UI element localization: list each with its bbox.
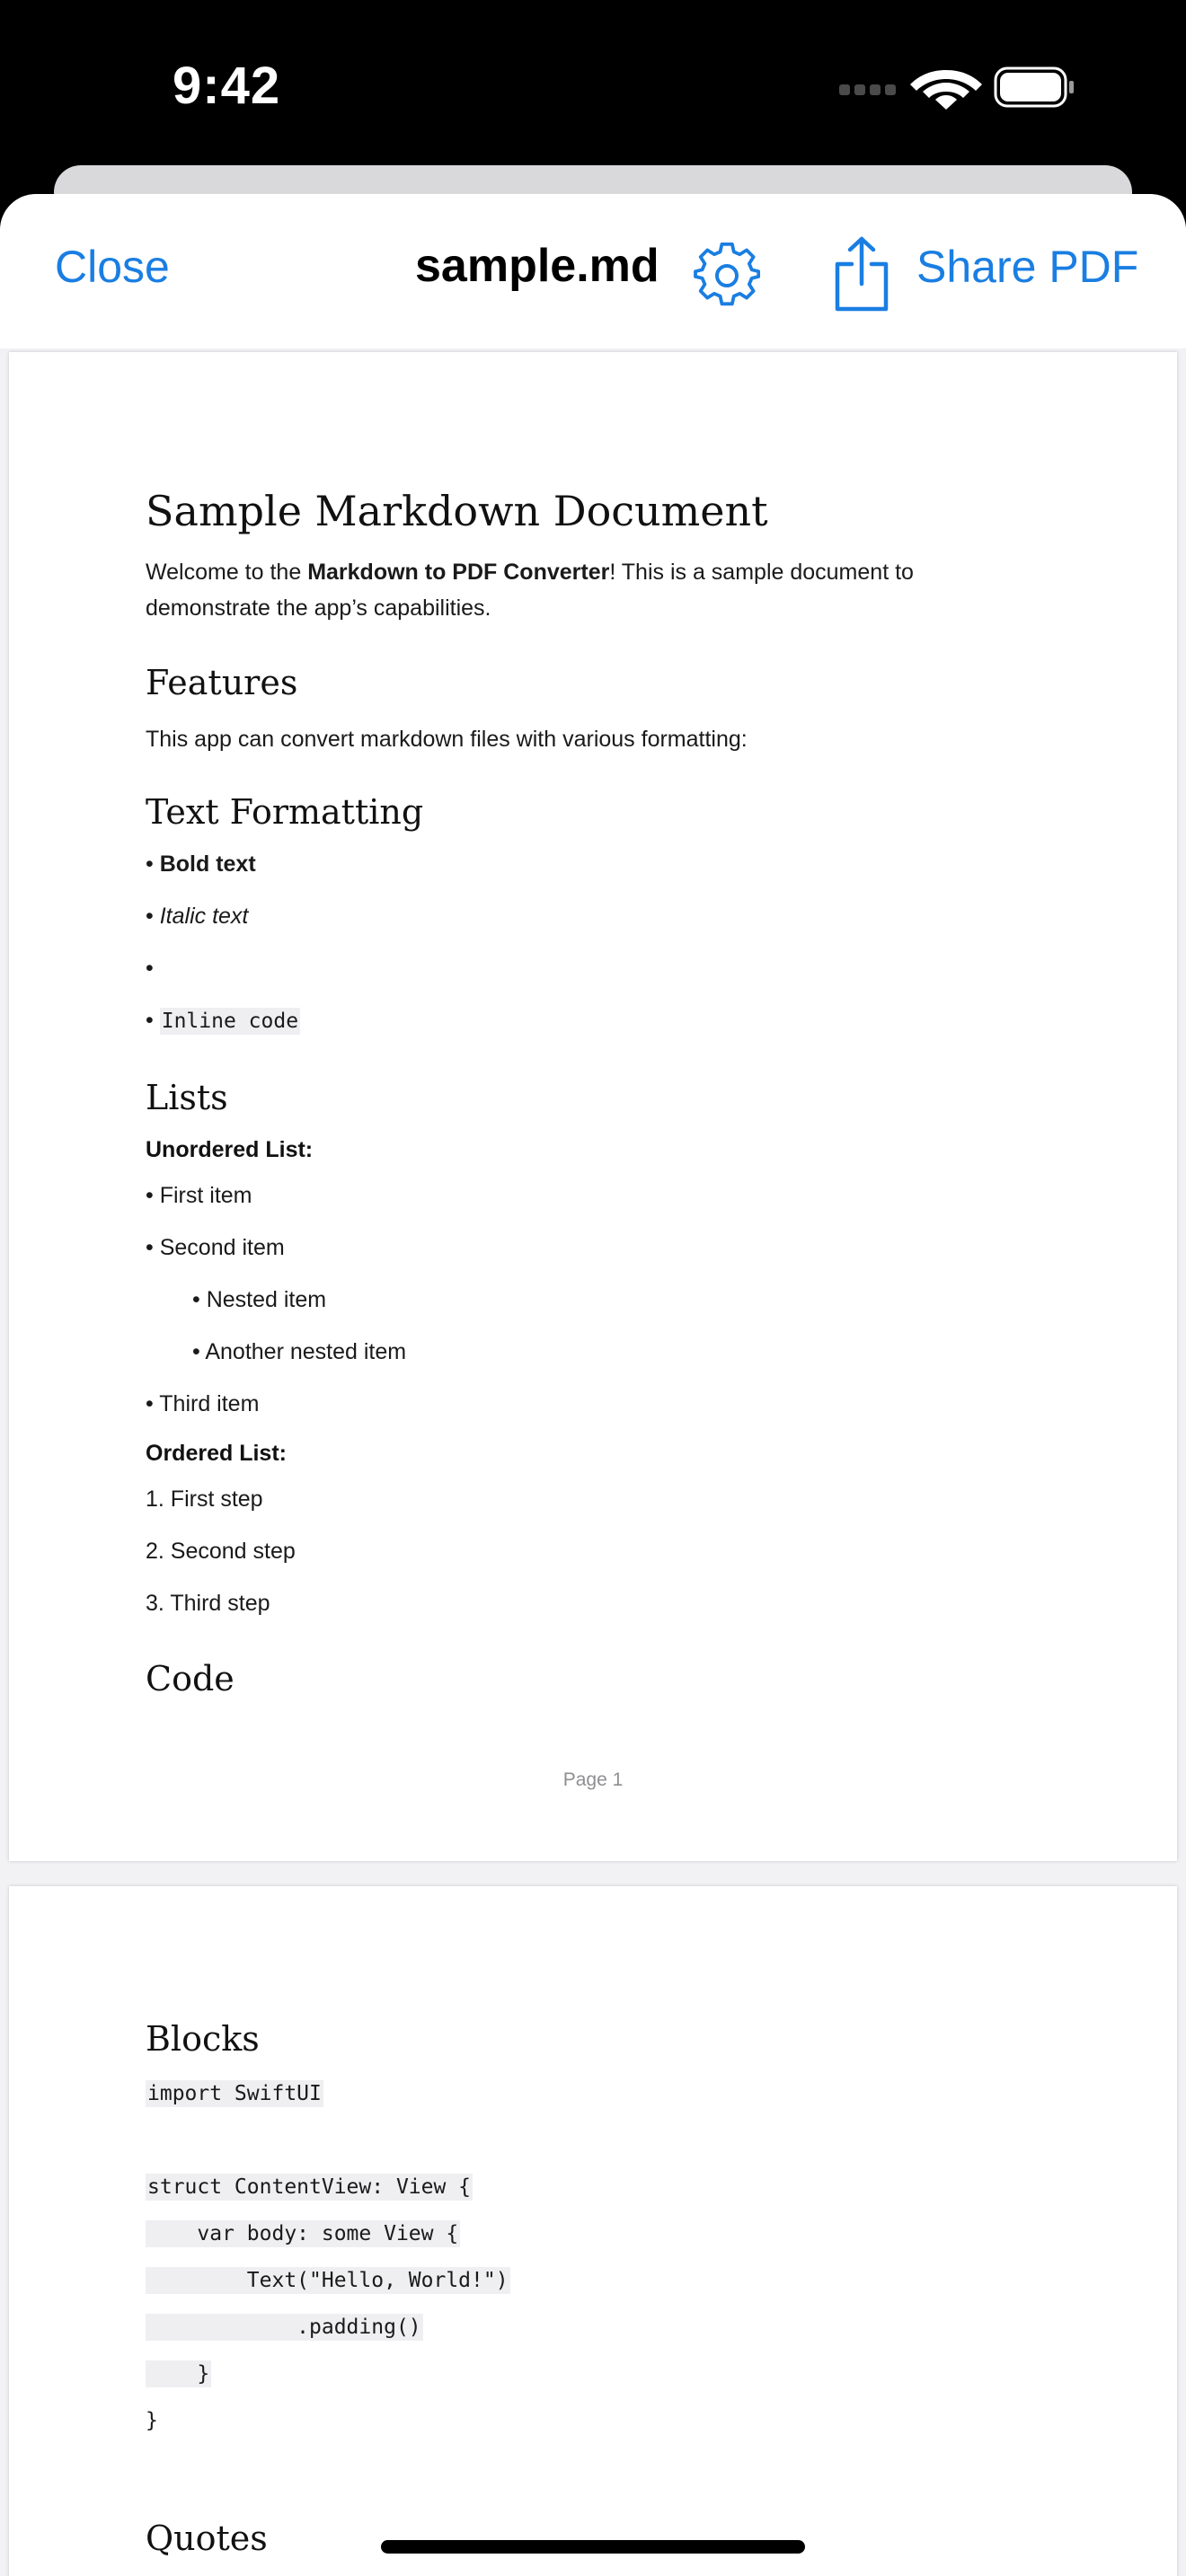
pdf-preview-sheet xyxy=(0,194,1186,2576)
code-line-text: } xyxy=(146,2409,158,2432)
intro-line-2: demonstrate the app’s capabilities. xyxy=(146,595,491,621)
bullet: • xyxy=(146,956,154,981)
code-line-text: var body: some View { xyxy=(147,2222,459,2245)
pdf-page-2 xyxy=(9,1886,1177,2576)
bullet: • xyxy=(146,904,154,929)
code-line xyxy=(146,2082,323,2105)
code-line xyxy=(146,2409,158,2432)
share-pdf-button[interactable]: Share PDF xyxy=(916,242,1139,292)
list-item xyxy=(146,1391,259,1417)
battery-icon xyxy=(996,68,1074,106)
bullet: • xyxy=(146,1391,154,1416)
italic-text-item: Italic text xyxy=(159,904,249,929)
intro-suffix: ! This is a sample document to xyxy=(609,560,914,585)
code-line xyxy=(146,2316,423,2339)
unordered-list-label: Unordered List: xyxy=(146,1137,314,1162)
ordered-list-label: Ordered List: xyxy=(146,1441,287,1466)
code-line xyxy=(146,2222,460,2245)
intro-line-1 xyxy=(146,554,914,590)
home-indicator[interactable] xyxy=(381,2540,805,2554)
code-line-text: Text("Hello, World!") xyxy=(147,2269,509,2292)
features-heading: Features xyxy=(146,663,298,702)
code-line-text: .padding() xyxy=(147,2316,421,2339)
nested-list-item xyxy=(192,1287,326,1313)
status-time: 9:42 xyxy=(173,57,281,115)
list-item xyxy=(146,1235,285,1261)
list-item xyxy=(146,1183,252,1209)
text-formatting-heading: Text Formatting xyxy=(146,792,424,832)
quotes-heading: Quotes xyxy=(146,2519,268,2558)
code-heading: Code xyxy=(146,1659,235,1698)
list-item xyxy=(146,956,154,982)
lists-heading: Lists xyxy=(146,1078,228,1117)
intro-prefix: Welcome to the xyxy=(146,560,308,585)
pdf-page-1 xyxy=(9,352,1177,1861)
list-item-text: First item xyxy=(159,1183,252,1208)
status-bar xyxy=(0,0,1186,166)
ordered-list-item: 3. Third step xyxy=(146,1591,270,1616)
list-item xyxy=(146,1008,300,1034)
list-item xyxy=(146,851,256,878)
list-item-text: Third item xyxy=(159,1391,260,1416)
bold-text-item: Bold text xyxy=(159,851,256,877)
list-item-text: Another nested item xyxy=(205,1339,407,1364)
list-item-text: Nested item xyxy=(206,1287,327,1312)
bullet: • xyxy=(192,1287,200,1312)
bullet: • xyxy=(192,1339,200,1364)
wifi-icon xyxy=(910,70,982,110)
code-line-text: struct ContentView: View { xyxy=(147,2175,472,2199)
code-line-text: } xyxy=(147,2362,210,2386)
navigation-bar xyxy=(0,194,1186,348)
inline-code-item: Inline code xyxy=(161,1010,299,1033)
nested-list-item xyxy=(192,1339,406,1365)
status-icons xyxy=(839,65,1078,110)
ordered-list-item: 2. Second step xyxy=(146,1539,296,1564)
code-line xyxy=(146,2175,473,2199)
code-line xyxy=(146,2269,510,2292)
code-line-text: import SwiftUI xyxy=(147,2082,322,2105)
bullet: • xyxy=(146,1235,154,1260)
intro-bold: Markdown to PDF Converter xyxy=(307,560,610,585)
document-heading: Sample Markdown Document xyxy=(146,487,768,535)
bullet: • xyxy=(146,1008,154,1033)
blocks-heading: Blocks xyxy=(146,2019,260,2059)
document-title: sample.md xyxy=(415,240,659,292)
features-text: This app can convert markdown files with various formatting: xyxy=(146,727,748,752)
code-line xyxy=(146,2362,211,2386)
close-button[interactable]: Close xyxy=(55,242,170,292)
ordered-list-item: 1. First step xyxy=(146,1486,263,1512)
page-number: Page 1 xyxy=(562,1769,624,1790)
list-item xyxy=(146,904,248,930)
bullet: • xyxy=(146,851,154,877)
share-icon[interactable] xyxy=(832,235,891,313)
bullet: • xyxy=(146,1183,154,1208)
cellular-signal-icon xyxy=(839,84,896,95)
gear-icon[interactable] xyxy=(694,243,760,309)
list-item-text: Second item xyxy=(159,1235,285,1260)
